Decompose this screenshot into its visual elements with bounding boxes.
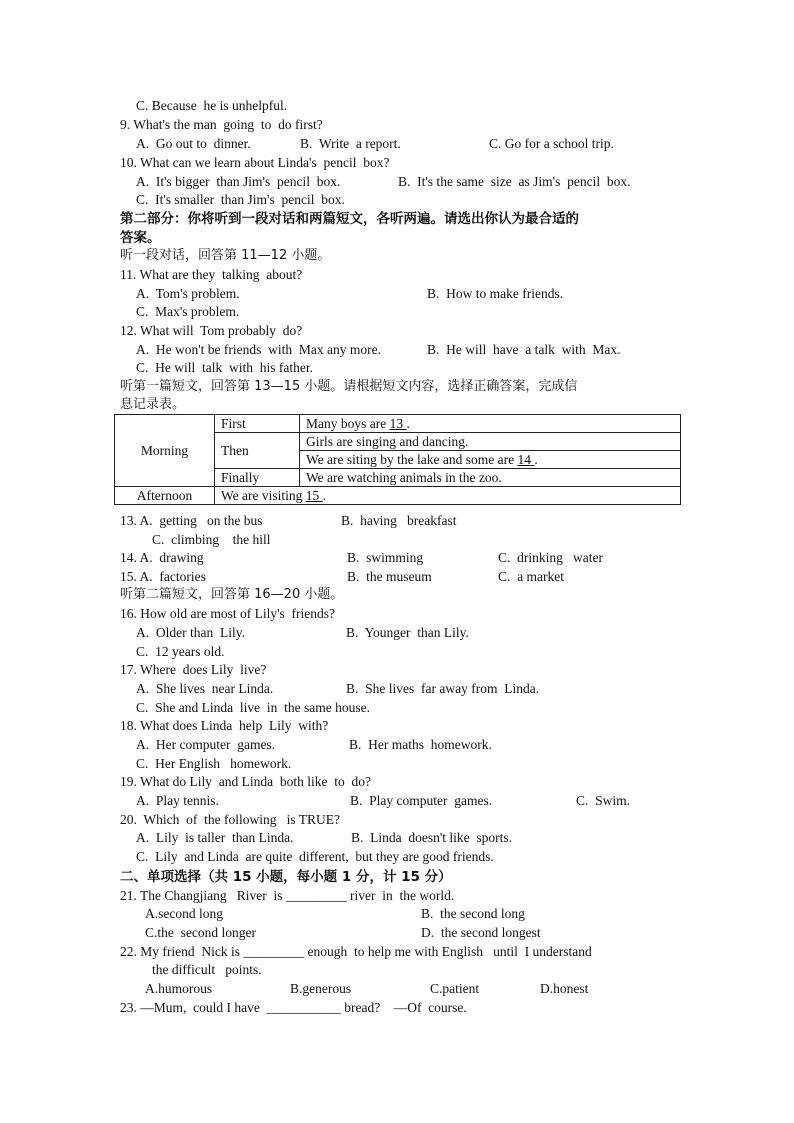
passage-question-line-11: B. Younger than Lily.	[346, 625, 469, 640]
first-text: Many boys are	[306, 416, 387, 431]
choice-question-line-10: D.honest	[540, 981, 589, 996]
question-line-0: C. Because he is unhelpful.	[136, 98, 288, 113]
passage-question-line-18: A. Her computer games.	[136, 737, 276, 752]
passage-question-line-28: C. Lily and Linda are quite different, but they are good friends.	[136, 849, 494, 864]
question-line-8: C. It's smaller than Jim's pencil box.	[136, 192, 345, 207]
question-line-7: B. It's the same size as Jim's pencil box.	[398, 174, 631, 189]
part2-heading: 二、单项选择（共 15 小题，每小题 1 分，计 15 分）	[120, 869, 452, 885]
passage-question-line-25: 20. Which of the following is TRUE?	[120, 812, 340, 827]
passage-question-line-12: C. 12 years old.	[136, 644, 225, 659]
passage-question-line-10: A. Older than Lily.	[136, 625, 245, 640]
question-line-5: 10. What can we learn about Linda's pencil box?	[120, 155, 390, 170]
passage-question-line-9: 16. How old are most of Lily's friends?	[120, 606, 336, 621]
question-line-1: 9. What's the man going to do first?	[120, 117, 323, 132]
passage-question-line-3: 14. A. drawing	[120, 550, 204, 565]
passage1-intro-line1: 听第一篇短文，回答第 13—15 小题。请根据短文内容，选择正确答案，完成信	[120, 379, 578, 394]
period: .	[322, 488, 327, 503]
dialog-question-line-1: A. Tom's problem.	[136, 286, 240, 301]
passage-question-line-13: 17. Where does Lily live?	[120, 662, 267, 677]
passage-question-line-4: B. swimming	[347, 550, 424, 565]
dialog-intro: 听一段对话，回答第 11—12 小题。	[120, 248, 331, 263]
passage-question-line-19: B. Her maths homework.	[349, 737, 492, 752]
period: .	[406, 416, 410, 431]
choice-question-line-2: B. the second long	[421, 906, 525, 921]
section2-heading-line1: 第二部分：你将听到一段对话和两篇短文，各听两遍。请选出你认为最合适的	[120, 211, 579, 227]
blank-13: 13	[389, 416, 407, 431]
dialog-question-line-4: 12. What will Tom probably do?	[120, 323, 303, 338]
question-line-4: C. Go for a school trip.	[489, 136, 614, 151]
choice-question-line-9: C.patient	[430, 981, 480, 996]
morning-cell: Morning	[115, 415, 215, 487]
info-record-table	[114, 414, 681, 505]
dialog-question-line-5: A. He won't be friends with Max any more.	[136, 342, 382, 357]
first-content	[300, 415, 681, 433]
choice-question-line-4: D. the second longest	[421, 925, 541, 940]
section2-heading-line2: 答案。	[120, 230, 161, 246]
question-line-3: B. Write a report.	[300, 136, 401, 151]
passage-question-line-8: C. a market	[498, 569, 564, 584]
passage-question-line-1: B. having breakfast	[341, 513, 457, 528]
choice-question-line-6: the difficult points.	[152, 962, 262, 977]
passage-question-line-0: 13. A. getting on the bus	[120, 513, 263, 528]
dialog-question-line-6: B. He will have a talk with Max.	[427, 342, 621, 357]
passage-question-line-24: C. Swim.	[576, 793, 631, 808]
period: .	[534, 452, 538, 467]
then-content-2	[300, 451, 681, 469]
passage-question-line-6: 15. A. factories	[120, 569, 206, 584]
choice-question-line-7: A.humorous	[145, 981, 213, 996]
passage-question-line-7: B. the museum	[347, 569, 432, 584]
passage-question-line-26: A. Lily is taller than Linda.	[136, 830, 294, 845]
finally-cell: Finally	[215, 469, 300, 487]
then-content-1: Girls are singing and dancing.	[300, 433, 681, 451]
first-cell: First	[215, 415, 300, 433]
question-line-2: A. Go out to dinner.	[136, 136, 251, 151]
passage1-intro-line2: 息记录表。	[120, 397, 186, 412]
passage-question-line-22: A. Play tennis.	[136, 793, 219, 808]
afternoon-content	[215, 487, 681, 505]
question-line-6: A. It's bigger than Jim's pencil box.	[136, 174, 341, 189]
blank-15: 15	[305, 488, 323, 503]
then-text-2: We are siting by the lake and some are	[306, 452, 515, 467]
choice-question-line-0: 21. The Changjiang River is _________ river in the world.	[120, 888, 455, 903]
passage-question-line-14: A. She lives near Linda.	[136, 681, 274, 696]
passage-question-line-21: 19. What do Lily and Linda both like to do?	[120, 774, 371, 789]
passage-question-line-17: 18. What does Linda help Lily with?	[120, 718, 329, 733]
choice-question-line-3: C.the second longer	[145, 925, 256, 940]
dialog-question-line-7: C. He will talk with his father.	[136, 360, 313, 375]
dialog-question-line-2: B. How to make friends.	[427, 286, 564, 301]
passage-question-line-15: B. She lives far away from Linda.	[346, 681, 540, 696]
choice-question-line-11: 23. —Mum, could I have ___________ bread? —Of course.	[120, 1000, 467, 1015]
dialog-question-line-0: 11. What are they talking about?	[120, 267, 303, 282]
dialog-question-line-3: C. Max's problem.	[136, 304, 240, 319]
blank-14: 14	[517, 452, 535, 467]
passage-question-line-5: C. drinking water	[498, 550, 603, 565]
afternoon-cell: Afternoon	[115, 487, 215, 505]
choice-question-line-8: B.generous	[290, 981, 352, 996]
choice-question-line-1: A.second long	[145, 906, 223, 921]
passage-question-line-23: B. Play computer games.	[350, 793, 493, 808]
passage-question-line-16: C. She and Linda live in the same house.	[136, 700, 370, 715]
choice-question-line-5: 22. My friend Nick is _________ enough to help me with English until I understand	[120, 944, 592, 959]
passage-question-line-20: C. Her English homework.	[136, 756, 292, 771]
afternoon-text: We are visiting	[221, 488, 303, 503]
then-cell: Then	[215, 433, 300, 469]
passage-question-line-2: C. climbing the hill	[152, 532, 271, 547]
passage2-intro: 听第二篇短文，回答第 16—20 小题。	[120, 587, 344, 602]
passage-question-line-27: B. Linda doesn't like sports.	[351, 830, 513, 845]
finally-content: We are watching animals in the zoo.	[300, 469, 681, 487]
